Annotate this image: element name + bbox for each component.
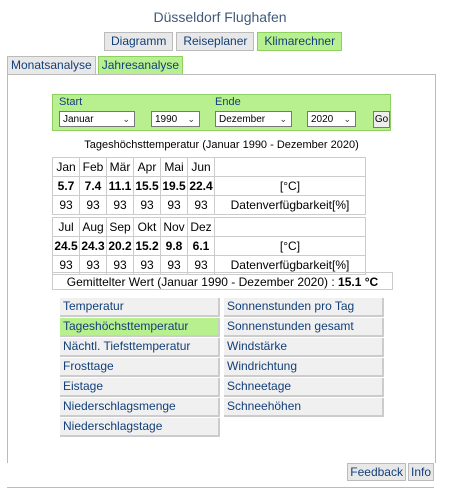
availability-label: Datenverfügbarkeit[%]	[215, 256, 366, 275]
month-header: Jan	[53, 158, 80, 177]
value-cell: 11.1	[107, 177, 134, 196]
availability-row	[53, 196, 366, 215]
tab-monatsanalyse[interactable]: Monatsanalyse	[7, 56, 96, 74]
menu-item-sonnenstunden-gesamt[interactable]: Sonnenstunden gesamt	[224, 318, 384, 337]
climate-table-second-half	[52, 217, 366, 275]
availability-cell: 93	[107, 256, 134, 275]
climate-table-first-half	[52, 157, 366, 215]
value-cell: 5.7	[53, 177, 80, 196]
end-label: Ende	[215, 96, 241, 108]
start-label: Start	[59, 96, 83, 108]
start-year-select[interactable]: 1990 ⌄	[151, 111, 200, 127]
mean-separator: :	[331, 275, 335, 289]
sub-tabs	[7, 56, 183, 74]
menu-item-sonnenstunden-pro-tag[interactable]: Sonnenstunden pro Tag	[224, 298, 384, 317]
month-header: Dez	[188, 218, 215, 237]
menu-item-tageshoechsttemperatur[interactable]: Tageshöchsttemperatur	[60, 318, 220, 337]
menu-item-schneetage[interactable]: Schneetage	[224, 378, 384, 397]
month-header: Feb	[80, 158, 107, 177]
chevron-down-icon: ⌄	[122, 114, 130, 124]
value-cell: 20.2	[107, 237, 134, 256]
table-title: Tageshöchsttemperatur (Januar 1990 - Dezember 2020)	[84, 139, 359, 151]
empty-cell	[215, 158, 366, 177]
month-header: Jul	[53, 218, 80, 237]
availability-cell: 93	[134, 196, 161, 215]
info-button[interactable]: Info	[408, 463, 434, 481]
month-header: Nov	[161, 218, 188, 237]
month-header: Mai	[161, 158, 188, 177]
value-row	[53, 177, 366, 196]
month-header: Mär	[107, 158, 134, 177]
chevron-down-icon: ⌄	[279, 114, 287, 124]
availability-cell: 93	[134, 256, 161, 275]
menu-item-eistage[interactable]: Eistage	[60, 378, 220, 397]
availability-cell: 93	[53, 256, 80, 275]
menu-item-windstaerke[interactable]: Windstärke	[224, 338, 384, 357]
month-header: Jun	[188, 158, 215, 177]
top-tabs	[104, 32, 342, 51]
empty-cell	[215, 218, 366, 237]
value-cell: 15.5	[134, 177, 161, 196]
bottom-divider	[7, 487, 434, 488]
value-cell: 22.4	[188, 177, 215, 196]
menu-empty-slot	[224, 418, 384, 435]
end-year-select[interactable]: 2020 ⌄	[307, 111, 356, 127]
menu-item-naechtl-tiefsttemperatur[interactable]: Nächtl. Tiefsttemperatur	[60, 338, 220, 357]
month-row	[53, 218, 366, 237]
availability-cell: 93	[80, 256, 107, 275]
date-range-form	[52, 94, 391, 131]
month-header: Sep	[107, 218, 134, 237]
availability-cell: 93	[188, 256, 215, 275]
chevron-down-icon: ⌄	[187, 114, 195, 124]
tab-diagramm[interactable]: Diagramm	[104, 32, 173, 51]
unit-label: [°C]	[215, 237, 366, 256]
value-row	[53, 237, 366, 256]
menu-item-windrichtung[interactable]: Windrichtung	[224, 358, 384, 377]
end-month-select[interactable]: Dezember ⌄	[215, 111, 292, 127]
value-cell: 19.5	[161, 177, 188, 196]
parameter-menu	[60, 298, 384, 438]
unit-label: [°C]	[215, 177, 366, 196]
month-row	[53, 158, 366, 177]
tab-reiseplaner[interactable]: Reiseplaner	[176, 32, 254, 51]
value-cell: 6.1	[188, 237, 215, 256]
tab-jahresanalyse[interactable]: Jahresanalyse	[98, 56, 183, 74]
availability-label: Datenverfügbarkeit[%]	[215, 196, 366, 215]
mean-value-row	[52, 272, 393, 290]
go-button[interactable]: Go	[373, 111, 390, 128]
value-cell: 15.2	[134, 237, 161, 256]
chevron-down-icon: ⌄	[343, 114, 351, 124]
mean-value: 15.1 °C	[338, 275, 379, 289]
menu-item-niederschlagstage[interactable]: Niederschlagstage	[60, 418, 220, 437]
mean-label: Gemittelter Wert (Januar 1990 - Dezember 2020)	[66, 275, 329, 289]
menu-item-niederschlagsmenge[interactable]: Niederschlagsmenge	[60, 398, 220, 417]
start-month-select[interactable]: Januar ⌄	[59, 111, 135, 127]
availability-cell: 93	[80, 196, 107, 215]
month-header: Okt	[134, 218, 161, 237]
analysis-panel	[7, 74, 436, 463]
page-title: Düsseldorf Flughafen	[153, 9, 287, 25]
tab-klimarechner[interactable]: Klimarechner	[257, 32, 342, 51]
availability-cell: 93	[107, 196, 134, 215]
availability-cell: 93	[53, 196, 80, 215]
availability-cell: 93	[161, 196, 188, 215]
menu-item-frosttage[interactable]: Frosttage	[60, 358, 220, 377]
value-cell: 7.4	[80, 177, 107, 196]
availability-cell: 93	[188, 196, 215, 215]
month-header: Aug	[80, 218, 107, 237]
footer-links	[347, 463, 434, 481]
feedback-button[interactable]: Feedback	[347, 463, 406, 481]
menu-item-schneehoehen[interactable]: Schneehöhen	[224, 398, 384, 417]
availability-cell: 93	[161, 256, 188, 275]
value-cell: 24.5	[53, 237, 80, 256]
value-cell: 9.8	[161, 237, 188, 256]
menu-item-temperatur[interactable]: Temperatur	[60, 298, 220, 317]
value-cell: 24.3	[80, 237, 107, 256]
month-header: Apr	[134, 158, 161, 177]
